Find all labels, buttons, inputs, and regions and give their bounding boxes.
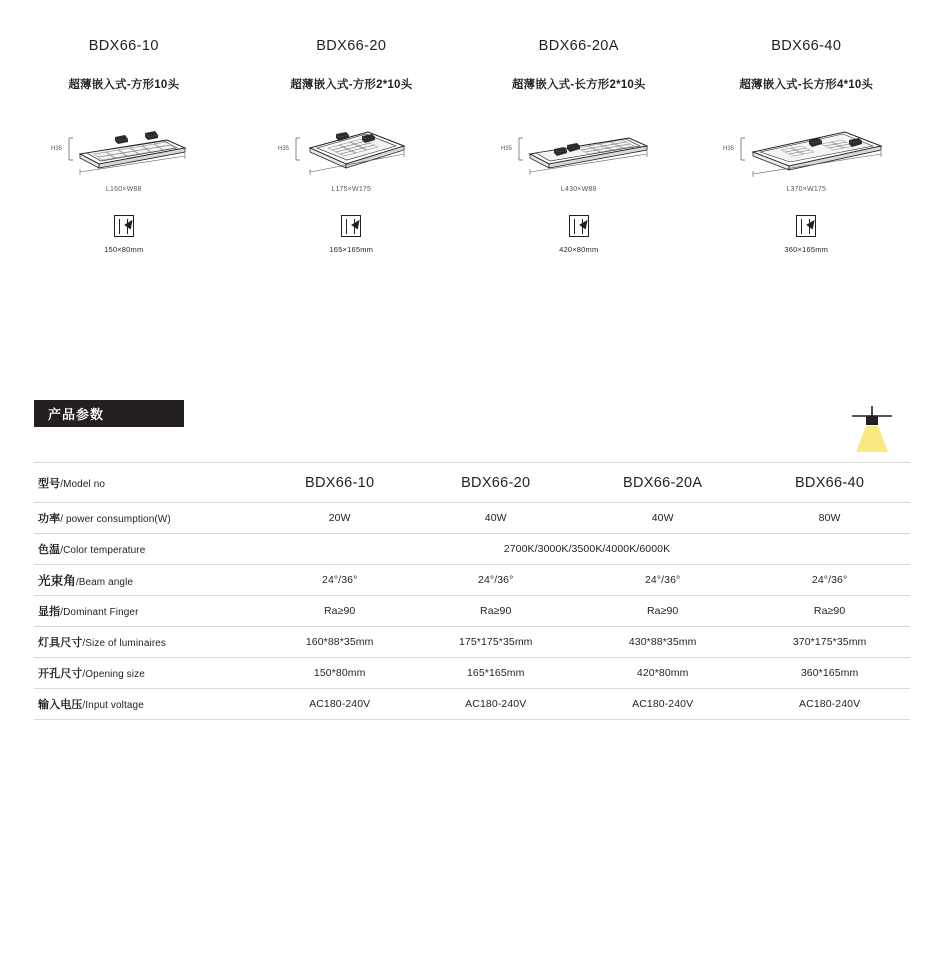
product-card-4: [693, 38, 921, 254]
cell-size-2: 175*175*35mm: [458, 636, 533, 648]
cell-model-1: BDX66-10: [305, 474, 375, 491]
product-drawing-1: [10, 106, 238, 184]
cutout-info-3: [465, 215, 693, 254]
luminaire-drawing-single-icon: [49, 110, 199, 180]
cell-size-4: 370*175*35mm: [792, 636, 867, 648]
cell-cri-4: Ra≥90: [813, 605, 846, 617]
cell-cri-3: Ra≥90: [646, 605, 679, 617]
luminaire-drawing-long-icon: [499, 110, 659, 180]
table-row-beam-angle: [34, 565, 910, 596]
cell-size-3: 430*88*35mm: [628, 636, 697, 648]
table-row-input-voltage: [34, 689, 910, 720]
product-drawing-4: [693, 106, 921, 184]
product-title: BDX66-40: [771, 38, 842, 54]
cutout-size: 420×80mm: [559, 245, 599, 254]
cut-hole-icon: [341, 215, 361, 237]
cell-model-4: BDX66-40: [794, 474, 865, 491]
cutout-size: 150×80mm: [104, 245, 144, 254]
cell-beam-3: 24°/36°: [644, 574, 681, 586]
row-label-power: [34, 503, 264, 534]
cutout-size: 360×165mm: [784, 245, 829, 254]
table-row-size: [34, 627, 910, 658]
row-label-en: /Beam angle: [75, 577, 134, 588]
cell-opening-4: 360*165mm: [800, 667, 859, 679]
row-label-beam-angle: [34, 565, 264, 596]
cell-power-2: 40W: [484, 512, 507, 524]
product-subtitle: 超薄嵌入式-长方形4*10头: [739, 79, 874, 91]
dimension-label: L175×W175: [331, 186, 372, 193]
cutout-info-1: [10, 215, 238, 254]
cell-opening-2: 165*165mm: [466, 667, 525, 679]
product-drawing-2: [238, 106, 466, 184]
dimension-label: L370×W175: [786, 186, 827, 193]
row-label-cn: 输入电压: [38, 699, 83, 711]
table-row-power: [34, 503, 910, 534]
row-label-model: [34, 463, 264, 503]
height-label-text: H35: [500, 146, 512, 152]
row-label-opening-size: [34, 658, 264, 689]
cutout-size: 165×165mm: [329, 245, 374, 254]
cell-voltage-1: AC180-240V: [309, 698, 371, 710]
height-label-text: H35: [278, 146, 290, 152]
product-title: BDX66-10: [88, 38, 159, 54]
row-label-cn: 光束角: [38, 574, 76, 588]
row-label-input-voltage: [34, 689, 264, 720]
row-label-en: /Color temperature: [60, 545, 146, 556]
cell-opening-3: 420*80mm: [636, 667, 689, 679]
cut-hole-icon: [114, 215, 134, 237]
row-label-en: /Opening size: [82, 669, 145, 680]
row-label-en: /Model no: [60, 478, 106, 490]
cutout-info-4: [693, 215, 921, 254]
cell-color-temperature: 2700K/3000K/3500K/4000K/6000K: [503, 543, 671, 555]
product-drawing-3: [465, 106, 693, 184]
row-label-cn: 灯具尺寸: [38, 637, 83, 649]
row-label-en: /Size of luminaires: [82, 638, 167, 649]
dimension-label: L160×W88: [105, 186, 142, 193]
luminaire-drawing-wide-icon: [721, 110, 891, 180]
table-row-opening-size: [34, 658, 910, 689]
cell-voltage-3: AC180-240V: [632, 698, 694, 710]
cell-cri-2: Ra≥90: [480, 605, 512, 617]
cell-voltage-4: AC180-240V: [799, 698, 861, 710]
product-subtitle: 超薄嵌入式-方形10头: [68, 79, 180, 91]
row-label-en: /Dominant Finger: [60, 607, 139, 618]
cell-beam-4: 24°/36°: [811, 574, 848, 586]
product-card-3: [465, 38, 693, 254]
cell-power-1: 20W: [328, 512, 351, 524]
row-label-cn: 型号: [38, 477, 61, 490]
cutout-info-2: [238, 215, 466, 254]
row-label-cn: 显指: [38, 606, 61, 618]
luminaire-drawing-square-icon: [276, 110, 426, 180]
height-label-text: H35: [723, 146, 735, 152]
product-card-1: [10, 38, 238, 254]
product-title: BDX66-20: [316, 38, 387, 54]
row-label-cn: 功率: [38, 513, 61, 525]
product-subtitle: 超薄嵌入式-长方形2*10头: [511, 79, 646, 91]
height-label-text: H35: [50, 146, 62, 152]
cut-hole-icon: [569, 215, 589, 237]
table-row-model: [34, 463, 910, 503]
row-label-en: / power consumption(W): [60, 514, 171, 525]
cell-beam-1: 24°/36°: [322, 574, 358, 586]
product-title: BDX66-20A: [538, 38, 619, 54]
cell-opening-1: 150*80mm: [313, 667, 366, 679]
row-label-en: /Input voltage: [82, 700, 144, 711]
cell-beam-2: 24°/36°: [478, 574, 514, 586]
section-title-product-parameters: 产品参数: [34, 400, 184, 427]
cell-cri-1: Ra≥90: [324, 605, 356, 617]
row-label-color-temperature: [34, 534, 264, 565]
row-label-cn: 色温: [38, 544, 61, 556]
cell-power-4: 80W: [818, 512, 841, 524]
specifications-table: [34, 462, 910, 720]
row-label-size: [34, 627, 264, 658]
spotlight-beam-icon: [842, 398, 902, 454]
row-label-cn: 开孔尺寸: [38, 668, 83, 680]
cell-voltage-2: AC180-240V: [465, 698, 527, 710]
dimension-label: L430×W88: [560, 186, 597, 193]
product-subtitle: 超薄嵌入式-方形2*10头: [290, 79, 413, 91]
cell-model-2: BDX66-20: [461, 474, 531, 491]
cell-size-1: 160*88*35mm: [305, 636, 374, 648]
cell-power-3: 40W: [651, 512, 674, 524]
cell-model-3: BDX66-20A: [623, 474, 703, 491]
cut-hole-icon: [796, 215, 816, 237]
product-gallery: [0, 0, 930, 254]
product-card-2: [238, 38, 466, 254]
row-label-cri: [34, 596, 264, 627]
table-row-cri: [34, 596, 910, 627]
table-row-color-temperature: [34, 534, 910, 565]
